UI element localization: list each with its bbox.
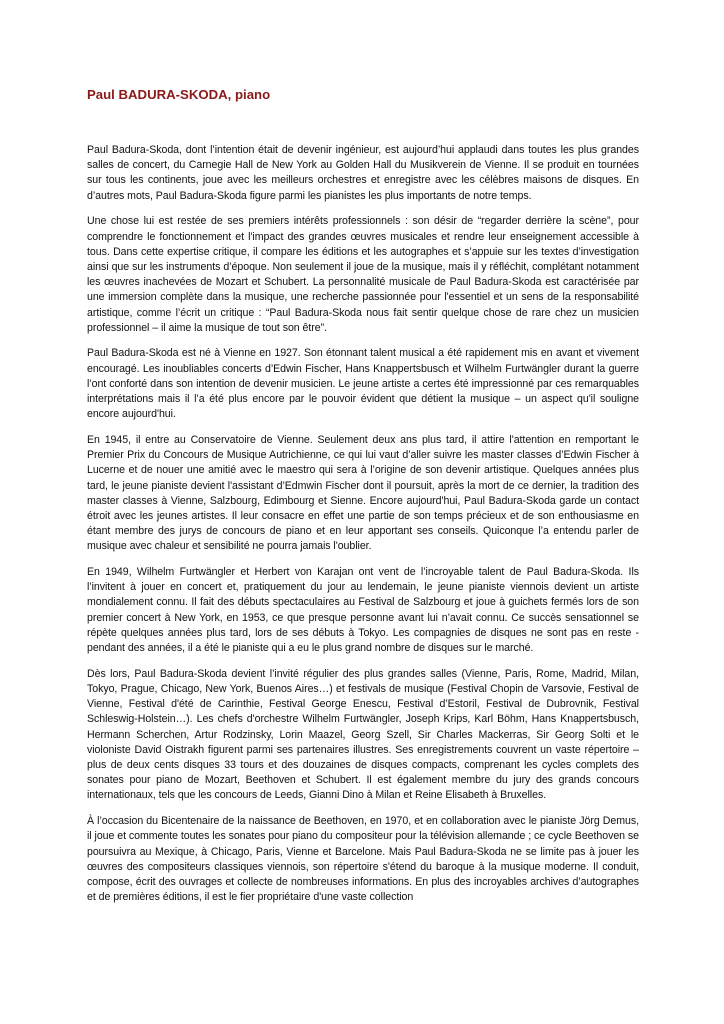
document-body (87, 143, 639, 905)
document-page (87, 86, 639, 916)
paragraph-5: En 1949, Wilhelm Furtwängler et Herbert von Karajan ont vent de l’incroyable talent de Paul Badura-Skoda. Ils l’invitent à jouer en concert et, pratiquement du jour au lendemain, le jeune pianiste viennois devient un artiste mondialement connu. Il fait des débuts spectaculaires au Festival de Salzbourg et joue à guichets fermés lors de son premier concert à New York, en 1953, ce que presque personne avant lui n’avait connu. Ce succès sensationnel se répète quelques années plus tard, lors de ses débuts à Tokyo. Les compagnies de disques ne sont pas en reste - pendant des années, il a été le pianiste qui a eu le plus grand nombre de disques sur le marché. (87, 566, 639, 655)
paragraph-4: En 1945, il entre au Conservatoire de Vienne. Seulement deux ans plus tard, il attire l'attention en remportant le Premier Prix du Concours de Musique Autrichienne, ce qui lui vaut d’aller suivre les master classes d’Edwin Fischer à Lucerne et de nouer une amitié avec le maestro qui sera à l’origine de son devenir artistique. Quelques années plus tard, le jeune pianiste devient l'assistant d’Edmwin Fischer dont il poursuit, après la mort de ce dernier, la tradition des master classes à Vienne, Salzbourg, Edimbourg et Sienne. Encore aujourd'hui, Paul Badura-Skoda garde un contact étroit avec les jeunes artistes. Il leur consacre en effet une partie de son temps précieux et de son enthousiasme en étant membre des jurys de concours de piano et en leur apportant ses conseils. Quiconque l’a entendu parler de musique avec chaleur et sensibilité ne pourra jamais l'oublier. (87, 433, 639, 553)
paragraph-1: Paul Badura-Skoda, dont l’intention était de devenir ingénieur, est aujourd’hui applaudi dans toutes les plus grandes salles de concert, du Carnegie Hall de New York au Golden Hall du Musikverein de Vienne. Il se produit en tournées sur tous les continents, joue avec les meilleurs orchestres et enregistre avec les célèbres maisons de disques. En d’autres mots, Paul Badura-Skoda figure parmi les pianistes les plus importants de notre temps. (87, 144, 639, 202)
paragraph-6: Dès lors, Paul Badura-Skoda devient l’invité régulier des plus grandes salles (Vienne, Paris, Rome, Madrid, Milan, Tokyo, Prague, Chicago, New York, Buenos Aires…) et festivals de musique (Festival Chopin de Varsovie, Festival de Vienne, Festival d'été de Carinthie, Festival George Enescu, Festival d’Estoril, Festival de Dubrovnik, Festival Schleswig-Holstein…). Les chefs d'orchestre Wilhelm Furtwängler, Joseph Krips, Karl Böhm, Hans Knappertsbusch, Hermann Scherchen, Artur Rodzinsky, Lorin Maazel, Georg Szell, Sir Charles Mackerras, Sir Georg Solti et le violoniste David Oistrakh figurent parmi ses partenaires illustres. Ses enregistrements couvrent un vaste répertoire – plus de deux cents disques 33 tours et des douzaines de disques compacts, comprenant les cycles complets des sonates pour piano de Mozart, Beethoven et Schubert. Il est également membre du jury des grands concours internationaux, tels que les concours de Leeds, Gianni Dino à Milan et Reine Elisabeth à Bruxelles. (87, 667, 639, 802)
paragraph-7: À l’occasion du Bicentenaire de la naissance de Beethoven, en 1970, et en collaboration avec le pianiste Jörg Demus, il joue et commente toutes les sonates pour piano du compositeur pour la télévision allemande ; ce cycle Beethoven se poursuivra au Mexique, à Chicago, Paris, Vienne et Barcelone. Mais Paul Badura-Skoda ne se limite pas à jouer les œuvres des compositeurs classiques viennois, son répertoire s'étend du baroque à la musique moderne. Il conduit, compose, écrit des ouvrages et collecte de nombreuses informations. En plus des incroyables archives d’autographes et de premières éditions, il est le fier propriétaire d'une vaste collection (87, 815, 639, 904)
paragraph-2: Une chose lui est restée de ses premiers intérêts professionnels : son désir de “regarder derrière la scène”, pour comprendre le fonctionnement et l'impact des grandes œuvres musicales et rendre leur enseignement accessible à tous. Dans cette expertise critique, il compare les éditions et les autographes et s’appuie sur les textes d’investigation ainsi que sur les instruments d’époque. Non seulement il joue de la musique, mais il y réfléchit, complétant notamment les œuvres inachevées de Mozart et Schubert. La personnalité musicale de Paul Badura-Skoda est caractérisée par une immersion complète dans la musique, une recherche passionnée pour l'essentiel et un sens de la responsabilité artistique, comme l’écrit un critique : “Paul Badura-Skoda nous fait sentir quelque chose de rare chez un musicien professionnel – il aime la musique de tout son être”. (87, 215, 639, 334)
page-title: Paul BADURA-SKODA, piano (87, 87, 271, 102)
paragraph-3: Paul Badura-Skoda est né à Vienne en 1927. Son étonnant talent musical a été rapidement mis en avant et vivement encouragé. Les inoubliables concerts d’Edwin Fischer, Hans Knappertsbusch et Wilhelm Furtwängler durant la guerre l’ont conforté dans son intention de devenir musicien. Le jeune artiste a certes été impressionné par ces remarquables interprétations mais il l’a été plus encore par le pouvoir évident que détient la musique – un aspect qu'il souligne encore aujourd'hui. (87, 347, 639, 421)
